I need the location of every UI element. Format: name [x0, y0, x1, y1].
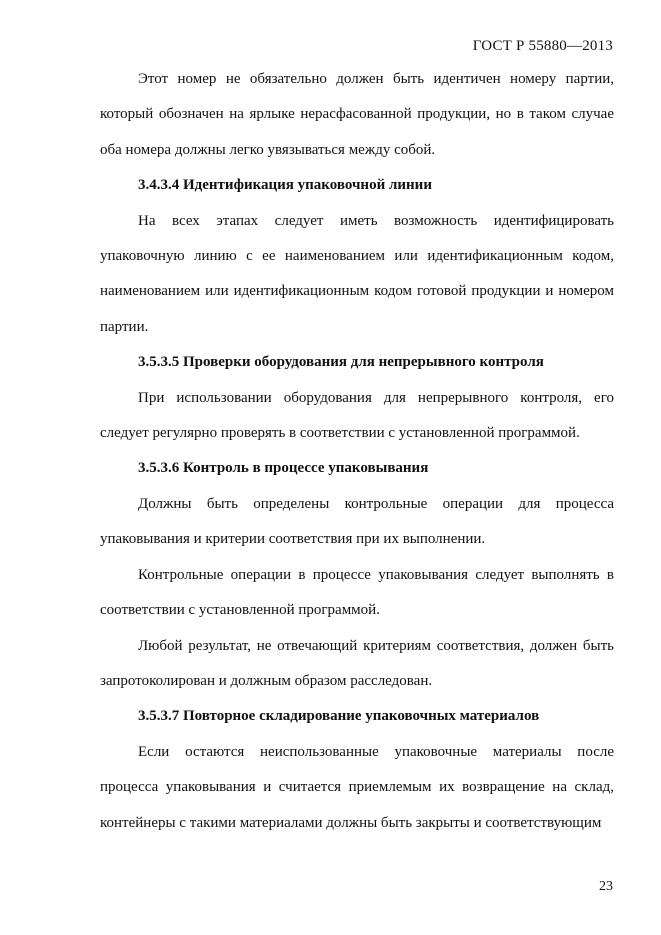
- section-heading: 3.4.3.4 Идентификация упаковочной линии: [138, 177, 432, 194]
- paragraph: При использовании оборудования для непрерывного контроля, его следует регулярно проверять в соответствии с установленной программой.: [100, 389, 614, 442]
- page-number: 23: [599, 879, 613, 894]
- paragraph: На всех этапах следует иметь возможность идентифицировать упаковочную линию с ее наименованием или идентификационным кодом, наименованием или идентификационным кодом готовой продукции и номером партии.: [100, 212, 614, 335]
- paragraph: Если остаются неиспользованные упаковочные материалы после процесса упаковывания и считается приемлемым их возвращение на склад, контейнеры с такими материалами должны быть закрыты и соответствующим: [100, 743, 614, 831]
- section-heading: 3.5.3.7 Повторное складирование упаковочных материалов: [138, 708, 540, 725]
- paragraph: Контрольные операции в процессе упаковывания следует выполнять в соответствии с установленной программой.: [100, 566, 614, 619]
- standard-code-header: ГОСТ Р 55880—2013: [472, 38, 613, 54]
- paragraph: Любой результат, не отвечающий критериям соответствия, должен быть запротоколирован и должным образом расследован.: [100, 637, 614, 689]
- document-body: [100, 62, 614, 841]
- paragraph: Этот номер не обязательно должен быть идентичен номеру партии, который обозначен на ярлыке нерасфасованной продукции, но в таком случае оба номера должны легко увязываться между собой.: [100, 71, 614, 158]
- paragraph: Должны быть определены контрольные операции для процесса упаковывания и критерии соответствия при их выполнении.: [100, 495, 614, 548]
- section-heading: 3.5.3.5 Проверки оборудования для непрерывного контроля: [138, 354, 544, 371]
- section-heading: 3.5.3.6 Контроль в процессе упаковывания: [138, 460, 429, 477]
